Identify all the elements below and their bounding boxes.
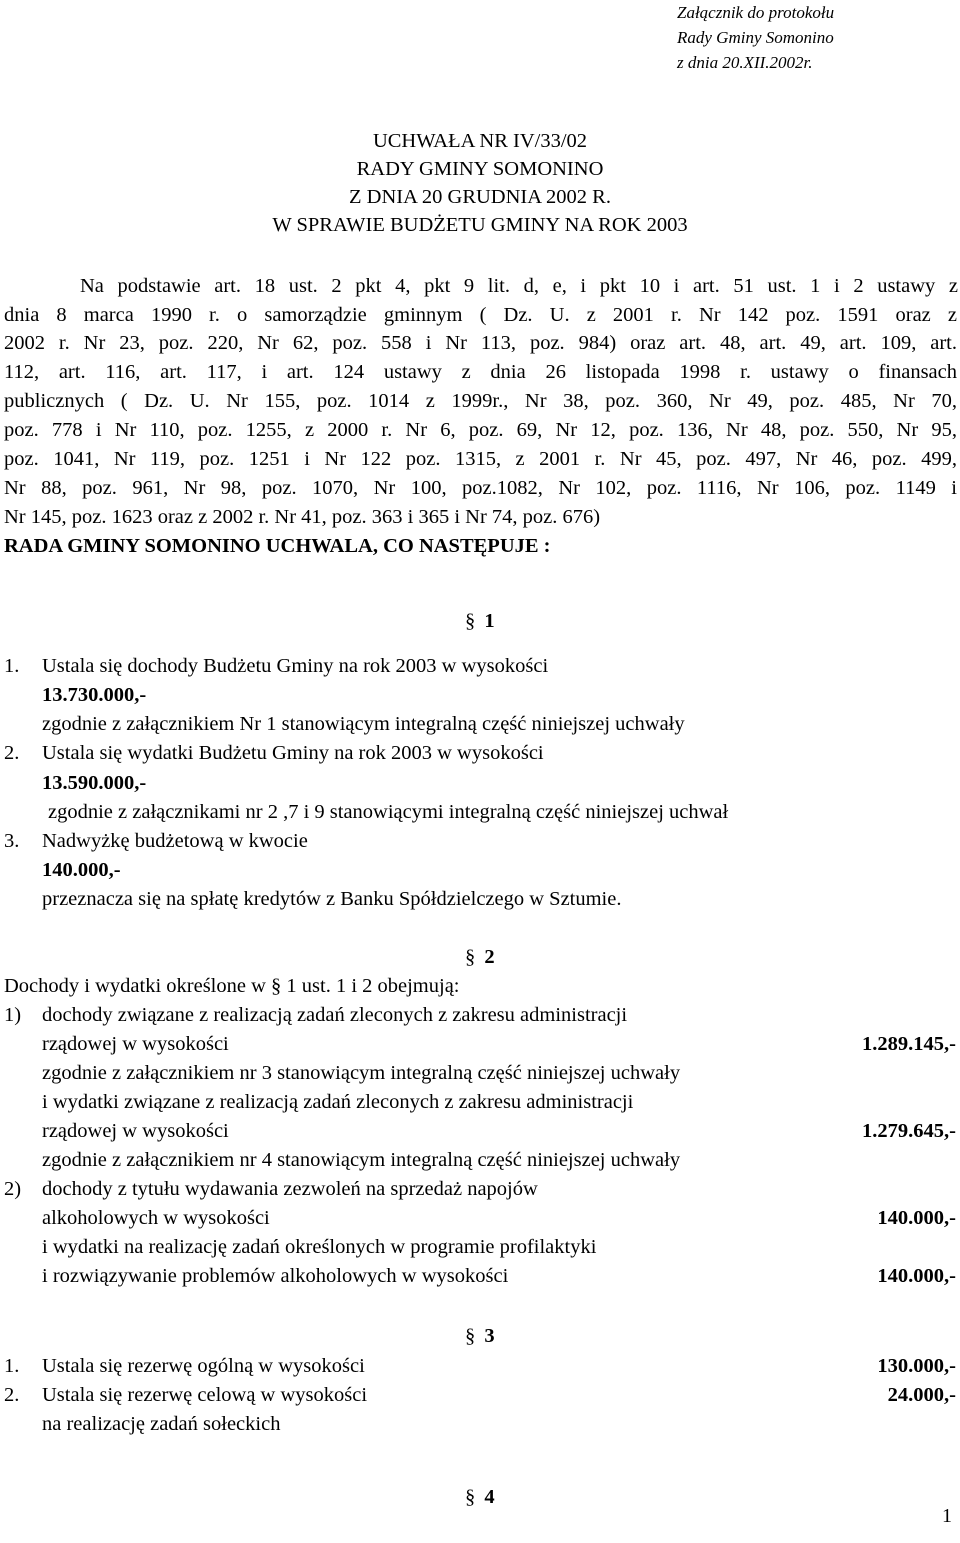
s3-item1-num: 1. (4, 1355, 20, 1377)
s1-item2-text: Ustala się wydatki Budżetu Gminy na rok 2003 w wysokości (42, 742, 544, 764)
s2-item1-num: 1) (4, 1004, 22, 1026)
s2-item1-line3: zgodnie z załącznikiem nr 3 stanowiącym integralną część niniejszej uchwały (42, 1062, 681, 1084)
annex-note (677, 0, 834, 75)
section-number: 1 (484, 610, 495, 632)
preamble-line-5: publicznych ( Dz. U. Nr 155, poz. 1014 z 1999r., Nr 38, poz. 360, Nr 49, poz. 485, Nr 70, (4, 390, 957, 412)
preamble-line-8: Nr 88, poz. 961, Nr 98, poz. 1070, Nr 100, poz.1082, Nr 102, poz. 1116, Nr 106, poz. 1149 i (4, 477, 957, 499)
s1-item2-num: 2. (4, 742, 20, 764)
s1-item3-text: Nadwyżkę budżetową w kwocie (42, 830, 308, 852)
title-line-1: UCHWAŁA NR IV/33/02 (372, 130, 588, 152)
s1-item2-note: zgodnie z załącznikami nr 2 ,7 i 9 stanowiącymi integralną część niniejszej uchwał (48, 801, 729, 823)
s3-item2-amount: 24.000,- (887, 1384, 956, 1406)
section-number: 3 (484, 1325, 495, 1347)
s2-item2-line2: alkoholowych w wysokości (42, 1207, 270, 1229)
s1-item3-note: przeznacza się na spłatę kredytów z Banku Spółdzielczego w Sztumie. (42, 888, 622, 910)
page-number: 1 (942, 1505, 952, 1527)
title-line-3: Z DNIA 20 GRUDNIA 2002 R. (349, 186, 611, 208)
s2-item1-amount1: 1.289.145,- (862, 1033, 956, 1055)
preamble-line-2: dnia 8 marca 1990 r. o samorządzie gminnym ( Dz. U. z 2001 r. Nr 142 poz. 1591 oraz z (4, 304, 957, 326)
section-number: 4 (484, 1486, 495, 1508)
s1-item1-num: 1. (4, 655, 20, 677)
s1-item1-note: zgodnie z załącznikiem Nr 1 stanowiącym integralną część niniejszej uchwały (42, 713, 685, 735)
resolves-heading: RADA GMINY SOMONINO UCHWALA, CO NASTĘPUJE : (4, 535, 551, 557)
s1-item3-num: 3. (4, 830, 20, 852)
section-3-heading (465, 1322, 495, 1350)
s2-item1-amount2: 1.279.645,- (862, 1120, 956, 1142)
title-line-4: W SPRAWIE BUDŻETU GMINY NA ROK 2003 (272, 214, 688, 236)
s2-item2-amount1: 140.000,- (877, 1207, 956, 1229)
s2-item1-line1: dochody związane z realizacją zadań zleconych z zakresu administracji (42, 1004, 628, 1026)
s2-intro: Dochody i wydatki określone w § 1 ust. 1 i 2 obejmują: (4, 975, 460, 997)
section-symbol: § (465, 946, 476, 968)
s2-item2-line4: i rozwiązywanie problemów alkoholowych w wysokości (42, 1265, 509, 1287)
resolution-title (0, 127, 960, 239)
preamble-line-7: poz. 1041, Nr 119, poz. 1251 i Nr 122 poz. 1315, z 2001 r. Nr 45, poz. 497, Nr 46, poz. 499, (4, 448, 957, 470)
s2-item1-line4: i wydatki związane z realizacją zadań zleconych z zakresu administracji (42, 1091, 634, 1113)
section-4-heading (465, 1483, 495, 1511)
section-symbol: § (465, 610, 476, 632)
s2-item1-line2: rządowej w wysokości (42, 1033, 229, 1055)
preamble-line-9: Nr 145, poz. 1623 oraz z 2002 r. Nr 41, poz. 363 i 365 i Nr 74, poz. 676) (4, 506, 601, 528)
s1-item1-amount: 13.730.000,- (42, 684, 147, 706)
annex-line-3: z dnia 20.XII.2002r. (677, 53, 813, 72)
s1-item1-text: Ustala się dochody Budżetu Gminy na rok 2003 w wysokości (42, 655, 549, 677)
section-number: 2 (484, 946, 495, 968)
s3-item1-text: Ustala się rezerwę ogólną w wysokości (42, 1355, 365, 1377)
section-symbol: § (465, 1325, 476, 1347)
annex-line-2: Rady Gminy Somonino (677, 28, 834, 47)
title-line-2: RADY GMINY SOMONINO (356, 158, 604, 180)
s1-item2-amount: 13.590.000,- (42, 772, 147, 794)
preamble-line-6: poz. 778 i Nr 110, poz. 1255, z 2000 r. Nr 6, poz. 69, Nr 12, poz. 136, Nr 48, poz. 550, Nr 95, (4, 419, 957, 441)
s3-item2-text: Ustala się rezerwę celową w wysokości (42, 1384, 368, 1406)
s2-item1-line6: zgodnie z załącznikiem nr 4 stanowiącym integralną część niniejszej uchwały (42, 1149, 681, 1171)
s3-item2-num: 2. (4, 1384, 20, 1406)
section-symbol: § (465, 1486, 476, 1508)
s1-item3-amount: 140.000,- (42, 859, 121, 881)
s2-item2-line1: dochody z tytułu wydawania zezwoleń na sprzedaż napojów (42, 1178, 538, 1200)
section-2-heading (465, 943, 495, 971)
s3-item2-note: na realizację zadań sołeckich (42, 1413, 281, 1435)
annex-line-1: Załącznik do protokołu (677, 3, 835, 22)
preamble-line-1: Na podstawie art. 18 ust. 2 pkt 4, pkt 9 lit. d, e, i pkt 10 i art. 51 ust. 1 i 2 ustawy z (80, 275, 958, 297)
s2-item1-line5: rządowej w wysokości (42, 1120, 229, 1142)
s2-item2-amount2: 140.000,- (877, 1265, 956, 1287)
preamble-line-3: 2002 r. Nr 23, poz. 220, Nr 62, poz. 558 i Nr 113, poz. 984) oraz art. 48, art. 49, art. 109, art. (4, 332, 957, 354)
preamble-line-4: 112, art. 116, art. 117, i art. 124 ustawy z dnia 26 listopada 1998 r. ustawy o finansach (4, 361, 957, 383)
s2-item2-num: 2) (4, 1178, 22, 1200)
s2-item2-line3: i wydatki na realizację zadań określonych w programie profilaktyki (42, 1236, 597, 1258)
s3-item1-amount: 130.000,- (877, 1355, 956, 1377)
section-1-heading (465, 607, 495, 635)
